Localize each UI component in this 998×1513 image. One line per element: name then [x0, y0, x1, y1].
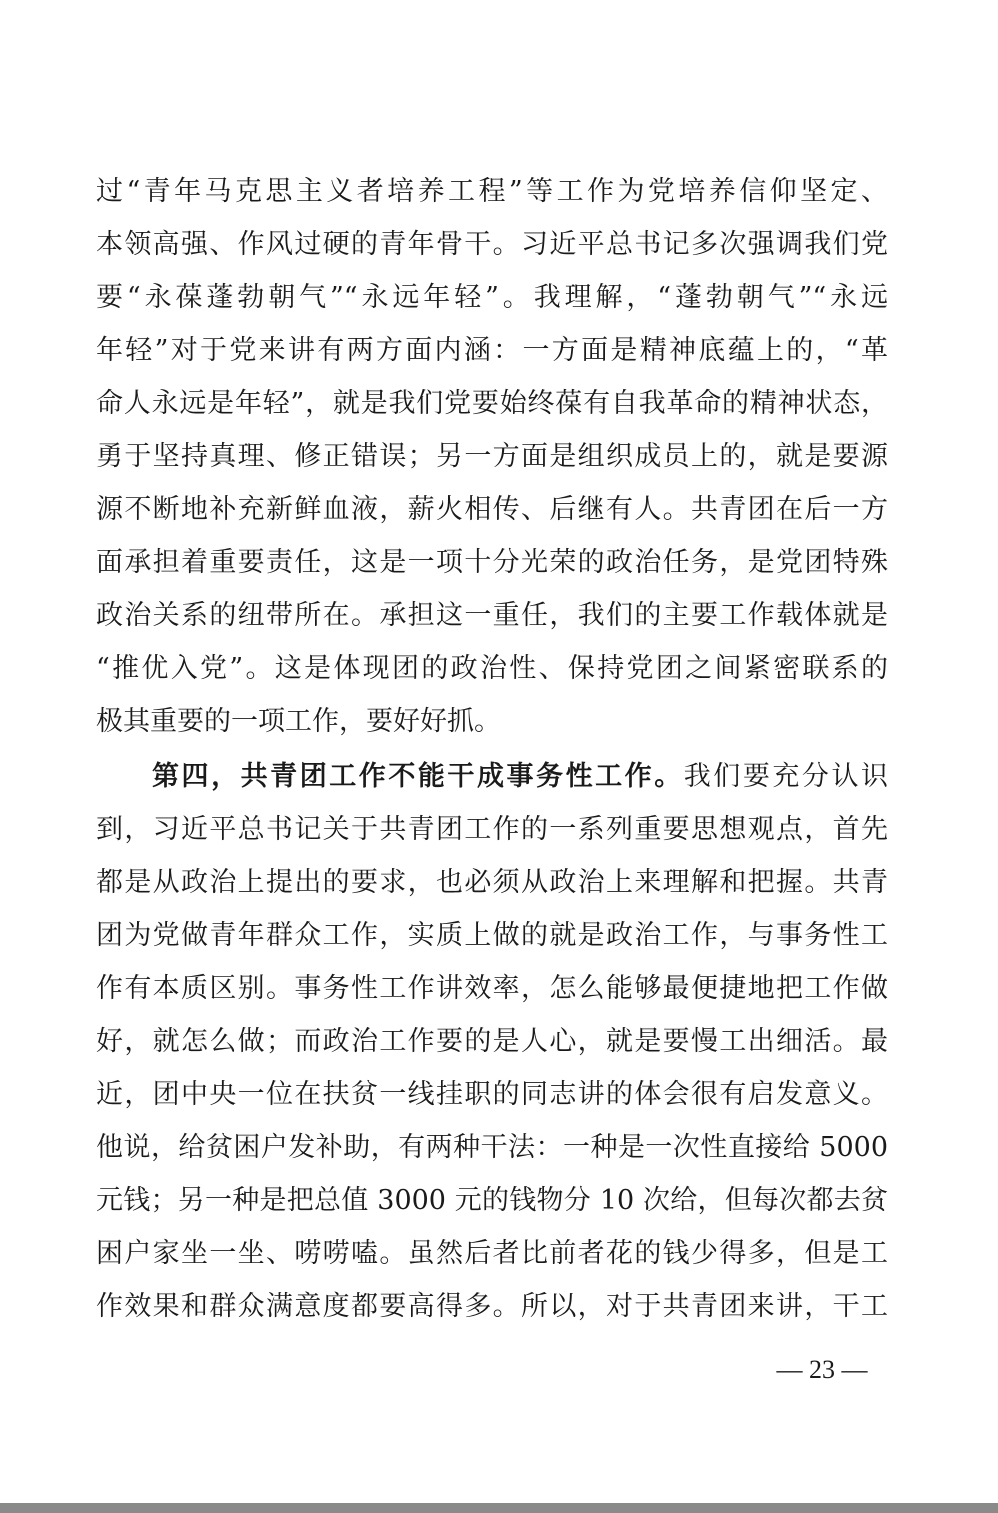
text-line: 要“永葆蓬勃朝气”“永远年轻”。我理解，“蓬勃朝气”“永远 — [96, 282, 888, 313]
text-run: 我们要充分认识 — [683, 761, 888, 792]
text-line: 元钱；另一种是把总值 3000 元的钱物分 10 次给，但每次都去贫 — [96, 1185, 888, 1216]
text-line: 命人永远是年轻”，就是我们党要始终葆有自我革命的精神状态， — [96, 388, 888, 419]
text-line: 到，习近平总书记关于共青团工作的一系列重要思想观点，首先 — [96, 814, 888, 845]
page-number: — 23 — — [776, 1355, 868, 1384]
section-heading: 第四，共青团工作不能干成事务性工作。 — [152, 761, 684, 792]
text-line: 过“青年马克思主义者培养工程”等工作为党培养信仰坚定、 — [96, 176, 888, 207]
text-line: 近，团中央一位在扶贫一线挂职的同志讲的体会很有启发意义。 — [96, 1079, 888, 1110]
page-bottom-edge — [0, 1503, 998, 1513]
text-line: “推优入党”。这是体现团的政治性、保持党团之间紧密联系的 — [96, 653, 888, 684]
paragraph-first-line — [152, 757, 888, 797]
text-line: 源不断地补充新鲜血液，薪火相传、后继有人。共青团在后一方 — [96, 494, 888, 525]
text-line: 团为党做青年群众工作，实质上做的就是政治工作，与事务性工 — [96, 920, 888, 951]
text-line: 作有本质区别。事务性工作讲效率，怎么能够最便捷地把工作做 — [96, 973, 888, 1004]
text-line: 困户家坐一坐、唠唠嗑。虽然后者比前者花的钱少得多，但是工 — [96, 1238, 888, 1269]
text-line: 极其重要的一项工作，要好好抓。 — [96, 706, 501, 737]
text-line: 政治关系的纽带所在。承担这一重任，我们的主要工作载体就是 — [96, 600, 888, 631]
text-line: 年轻”对于党来讲有两方面内涵：一方面是精神底蕴上的，“革 — [96, 335, 888, 366]
text-line: 都是从政治上提出的要求，也必须从政治上来理解和把握。共青 — [96, 867, 888, 898]
text-line: 勇于坚持真理、修正错误；另一方面是组织成员上的，就是要源 — [96, 441, 888, 472]
text-line: 他说，给贫困户发补助，有两种干法：一种是一次性直接给 5000 — [96, 1132, 888, 1163]
text-line: 本领高强、作风过硬的青年骨干。习近平总书记多次强调我们党 — [96, 229, 888, 260]
text-line: 面承担着重要责任，这是一项十分光荣的政治任务，是党团特殊 — [96, 547, 888, 578]
text-line: 作效果和群众满意度都要高得多。所以，对于共青团来讲，干工 — [96, 1291, 888, 1322]
text-line: 好，就怎么做；而政治工作要的是人心，就是要慢工出细活。最 — [96, 1026, 888, 1057]
